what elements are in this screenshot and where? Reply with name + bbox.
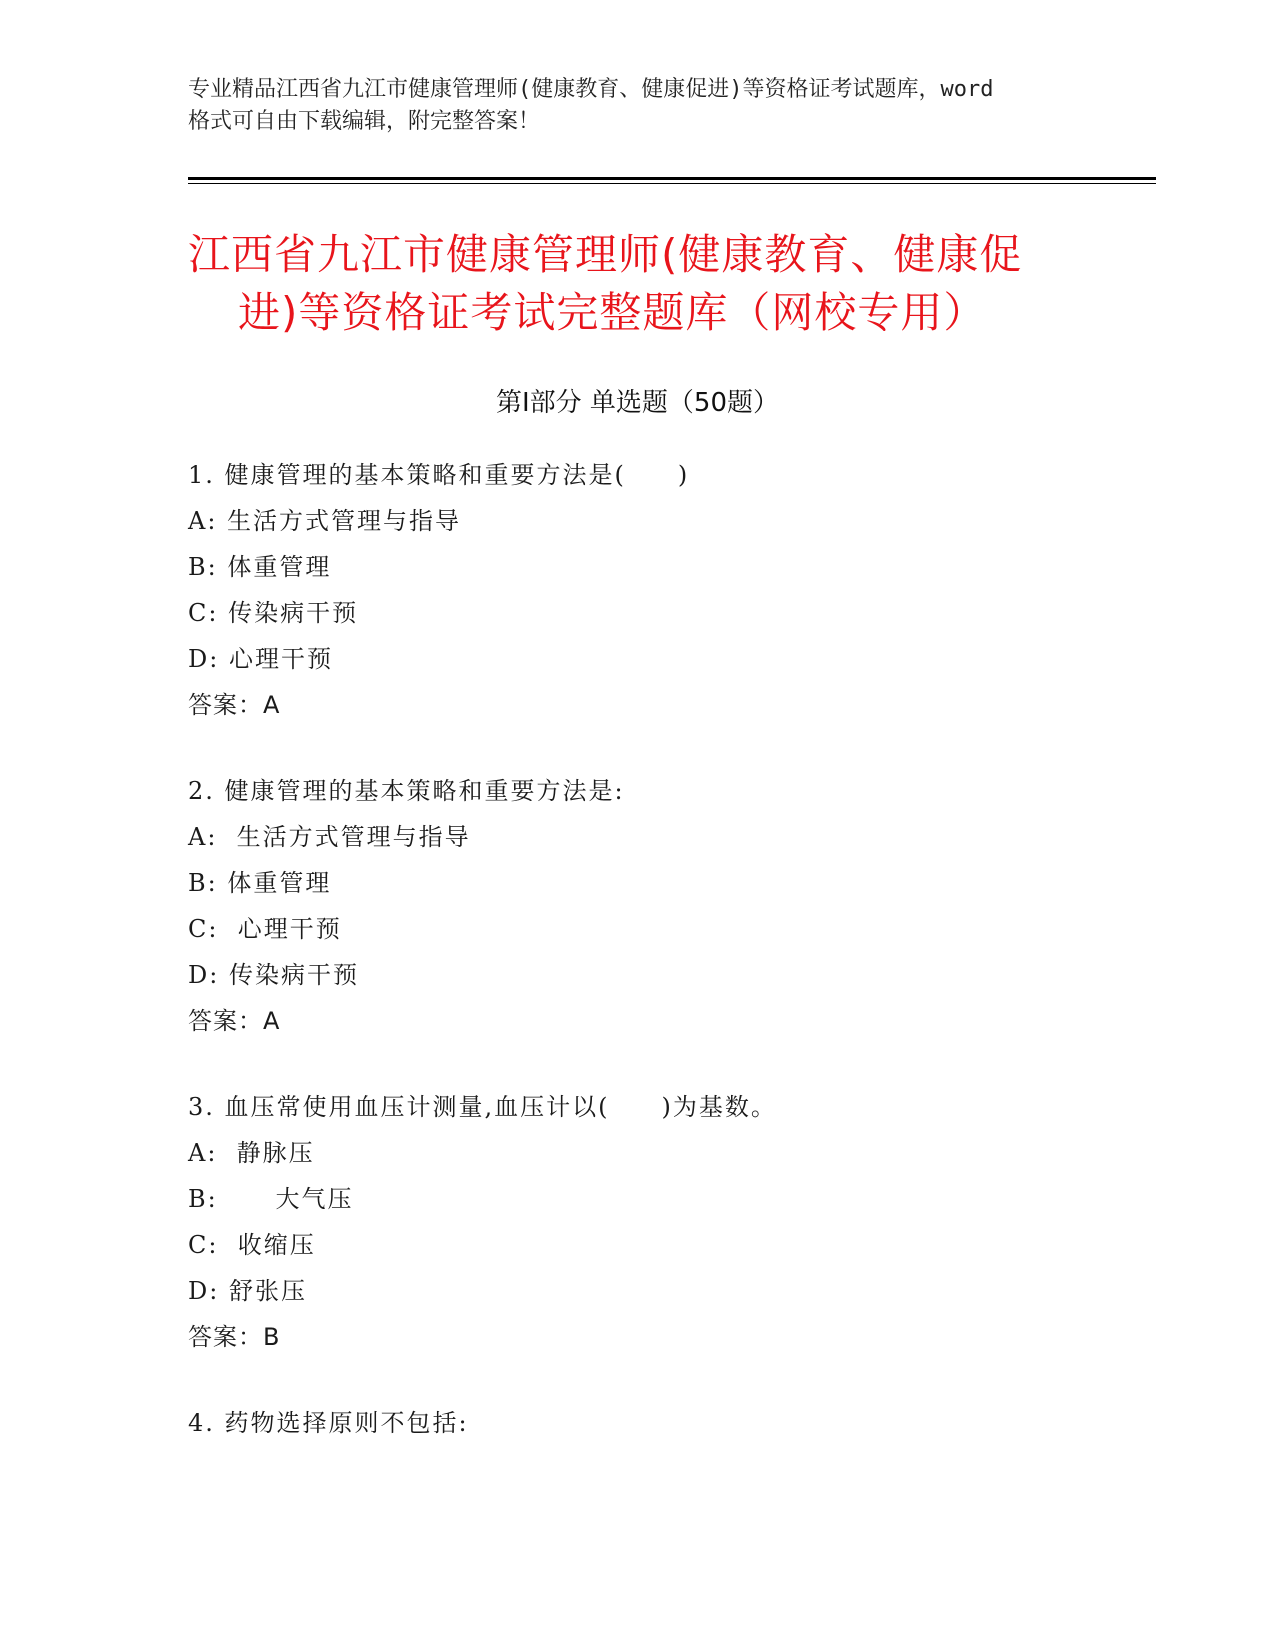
answer: 答案：A xyxy=(188,1007,281,1035)
option-b: B: 体重管理 xyxy=(188,553,332,581)
option-d: D: 心理干预 xyxy=(188,645,333,673)
option-d: D: 舒张压 xyxy=(188,1277,307,1305)
header-note xyxy=(188,74,1088,138)
question-stem: 4. 药物选择原则不包括: xyxy=(188,1409,469,1437)
option-c: C: 收缩压 xyxy=(188,1231,316,1259)
header-divider-thick xyxy=(188,177,1156,180)
option-c: C: 心理干预 xyxy=(188,915,342,943)
option-b: B: 体重管理 xyxy=(188,869,332,897)
option-a: A: 生活方式管理与指导 xyxy=(188,507,462,535)
question-stem: 3. 血压常使用血压计测量,血压计以( )为基数。 xyxy=(188,1093,777,1121)
question-stem: 1. 健康管理的基本策略和重要方法是( ) xyxy=(188,461,690,489)
section-heading: 第Ⅰ部分 单选题（50题） xyxy=(495,388,780,418)
answer: 答案：B xyxy=(188,1323,281,1351)
option-b: B: 大气压 xyxy=(188,1185,354,1213)
document-title-line1: 江西省九江市健康管理师(健康教育、健康促 xyxy=(188,230,1023,279)
answer: 答案：A xyxy=(188,691,281,719)
document-title xyxy=(188,226,1088,342)
option-c: C: 传染病干预 xyxy=(188,599,359,627)
question-2 xyxy=(188,768,1088,1044)
header-divider-thin xyxy=(188,183,1156,184)
option-a: A: 生活方式管理与指导 xyxy=(188,823,471,851)
header-note-line2: 格式可自由下载编辑，附完整答案！ xyxy=(188,109,541,134)
document-title-line2: 进)等资格证考试完整题库（网校专用） xyxy=(238,288,987,337)
question-4 xyxy=(188,1400,1088,1446)
option-d: D: 传染病干预 xyxy=(188,961,359,989)
header-note-line1: 专业精品江西省九江市健康管理师(健康教育、健康促进)等资格证考试题库，word xyxy=(188,77,994,102)
question-3 xyxy=(188,1084,1088,1360)
option-a: A: 静脉压 xyxy=(188,1139,315,1167)
question-1 xyxy=(188,452,1088,728)
question-stem: 2. 健康管理的基本策略和重要方法是: xyxy=(188,777,625,805)
